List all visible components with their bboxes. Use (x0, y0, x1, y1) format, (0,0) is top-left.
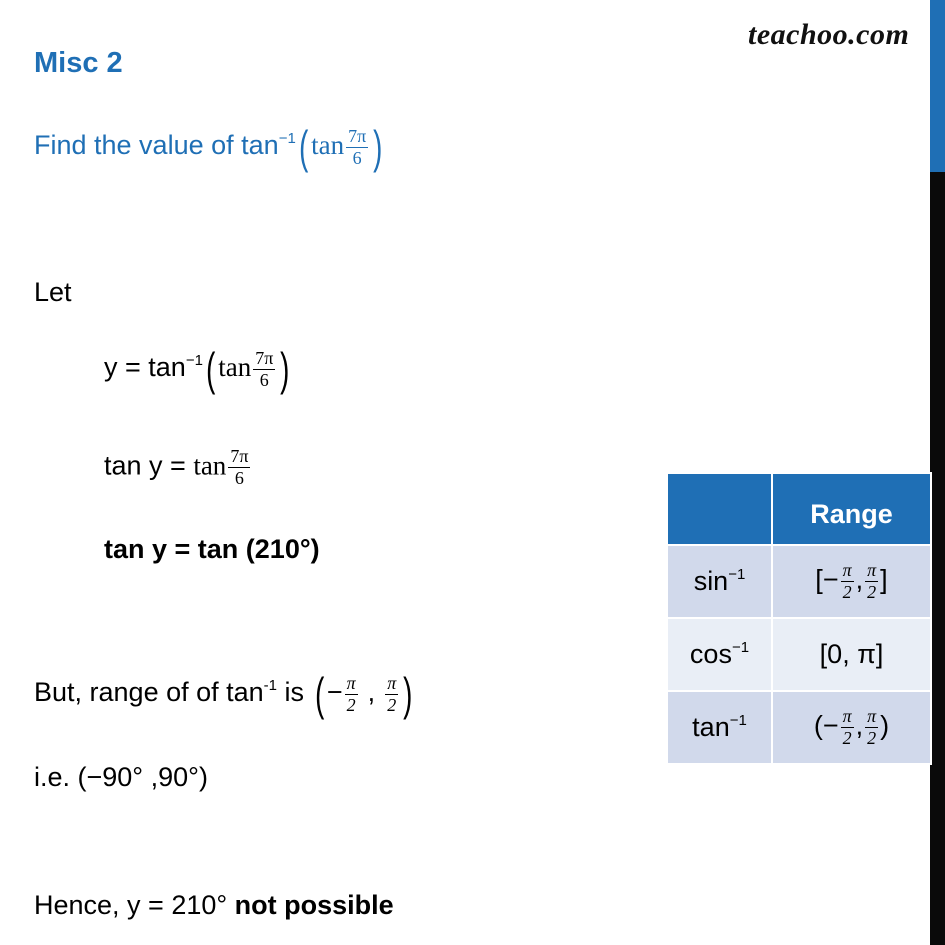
func-name: tan (692, 712, 730, 742)
fraction (841, 706, 854, 748)
func-sup: −1 (731, 639, 750, 656)
open-paren: ( (205, 343, 216, 395)
fraction-numerator: π (842, 706, 852, 727)
range-is: is (277, 677, 312, 708)
fraction-numerator: 7π (348, 125, 367, 146)
func-cell (667, 691, 772, 764)
range-fraction-1 (345, 673, 358, 715)
fraction-numerator: π (842, 560, 852, 581)
comma: , (855, 564, 864, 595)
fraction-denominator: 2 (842, 728, 852, 748)
func-sup: −1 (728, 566, 746, 583)
eq1-inner-func: tan (218, 352, 252, 383)
func-name: sin (693, 566, 729, 596)
func-cell (667, 618, 772, 691)
range-line (34, 668, 416, 720)
page-title: Misc 2 (34, 47, 123, 79)
fraction-denominator: 2 (867, 728, 877, 748)
range-fraction-2 (385, 673, 398, 715)
fraction (841, 560, 854, 602)
fraction-numerator: π (346, 672, 356, 693)
range-sup: -1 (263, 677, 278, 695)
bracket: ) (880, 710, 890, 741)
equation-line-3: tan y = tan (210°) (104, 534, 320, 564)
fraction-denominator: 6 (352, 147, 362, 168)
func-name: cos (689, 639, 732, 669)
question-inner-func: tan (311, 130, 345, 161)
let-label: Let (34, 277, 72, 307)
header-cell-func (667, 473, 772, 545)
close-paren: ) (280, 343, 290, 395)
ie-line: i.e. (−90° ,90°) (34, 762, 208, 792)
fraction-denominator: 2 (346, 694, 356, 715)
bracket: ( (813, 710, 823, 741)
func-cell (667, 545, 772, 618)
eq2-fraction (228, 446, 250, 488)
fraction-denominator: 6 (259, 369, 269, 390)
minus-sign: − (326, 677, 343, 708)
table-row (667, 545, 931, 618)
fraction (865, 706, 878, 748)
comma: , (855, 710, 864, 741)
range-text: But, range of of tan (34, 677, 264, 708)
table-row (667, 618, 931, 691)
eq1-sup: −1 (185, 352, 203, 370)
close-paren: ) (373, 121, 383, 173)
sidebar-accent (930, 0, 945, 172)
comma: , (367, 677, 376, 708)
eq2-lhs: tan y = (104, 450, 194, 481)
fraction-numerator: π (867, 560, 877, 581)
header-cell-range: Range (772, 473, 931, 545)
question-line (34, 121, 386, 173)
hence-bold: not possible (234, 890, 394, 920)
fraction-denominator: 2 (842, 582, 852, 602)
eq1-lhs: y = tan (104, 352, 186, 383)
fraction-numerator: π (867, 706, 877, 727)
table-header-row (667, 473, 931, 545)
fraction-denominator: 6 (234, 467, 244, 488)
range-cell (772, 545, 931, 618)
close-paren: ) (403, 668, 413, 720)
minus-sign: − (822, 564, 839, 595)
fraction-denominator: 2 (387, 694, 397, 715)
fraction-numerator: π (387, 672, 397, 693)
brand-logo: teachoo.com (748, 18, 910, 51)
table-row (667, 691, 931, 764)
right-sidebar (930, 0, 945, 945)
hence-text: Hence, y = 210° (34, 890, 235, 920)
open-paren: ( (314, 668, 324, 720)
question-sup: −1 (278, 130, 296, 148)
question-func: tan (241, 130, 279, 161)
fraction-denominator: 2 (867, 582, 877, 602)
bracket: ] (880, 564, 888, 595)
question-prefix: Find the value of (34, 130, 242, 161)
minus-sign: − (822, 710, 839, 741)
fraction-numerator: 7π (230, 446, 249, 466)
fraction-numerator: 7π (255, 347, 274, 368)
open-paren: ( (298, 121, 309, 173)
fraction (865, 560, 878, 602)
eq1-fraction (253, 348, 275, 390)
bracket: [ (815, 564, 823, 595)
range-table (666, 472, 932, 765)
eq2-inner-func: tan (193, 450, 227, 481)
range-cell (772, 691, 931, 764)
hence-line (34, 892, 394, 919)
question-fraction (346, 126, 368, 168)
equation-line-1 (104, 343, 293, 395)
equation-line-2 (104, 446, 252, 488)
func-sup: −1 (729, 712, 747, 729)
range-cell: [0, π] (772, 618, 931, 691)
